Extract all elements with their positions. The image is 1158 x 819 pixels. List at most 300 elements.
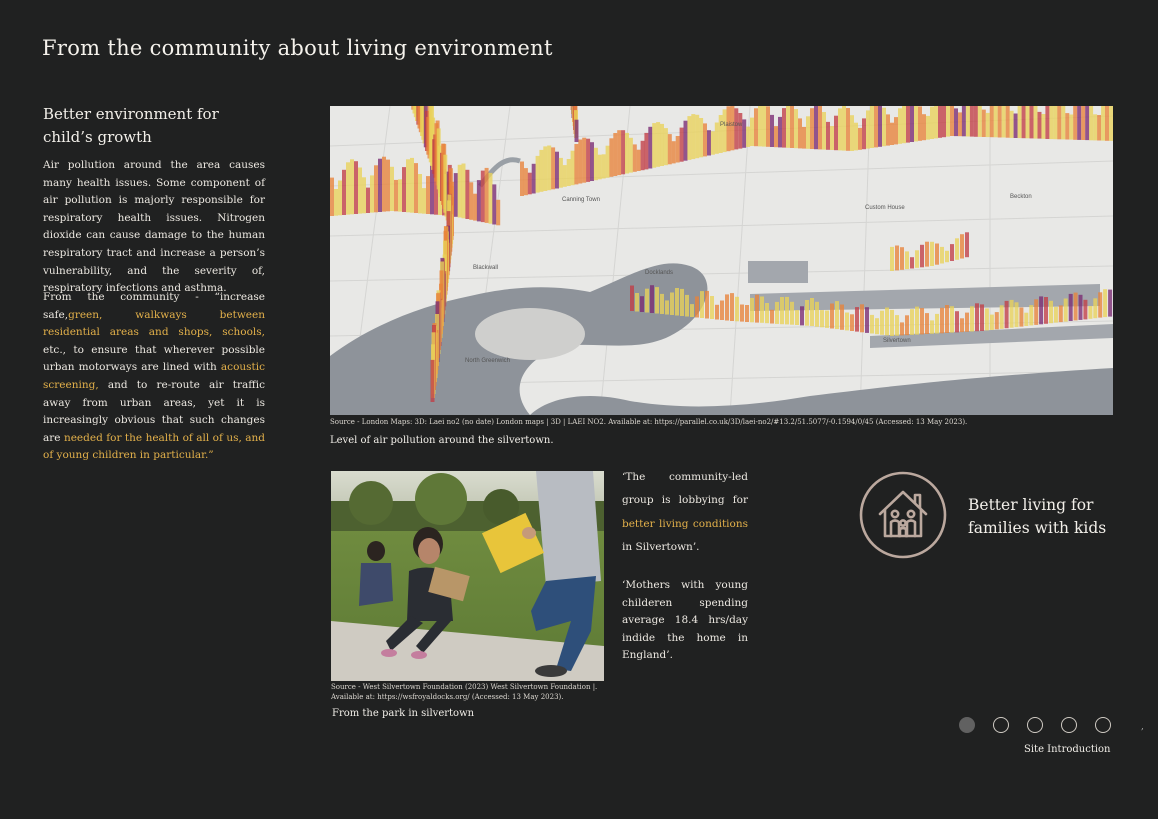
pollution-bar xyxy=(715,305,719,320)
pollution-bar xyxy=(582,138,586,183)
pollution-bar xyxy=(578,140,582,184)
pollution-bar xyxy=(735,297,739,322)
pollution-bar xyxy=(1034,299,1038,325)
pollution-bar xyxy=(750,118,754,146)
pollution-bar xyxy=(330,178,334,216)
pollution-bar xyxy=(685,295,689,317)
pollution-bar xyxy=(880,311,884,335)
pollution-bar xyxy=(1015,302,1019,327)
pollution-bar xyxy=(898,108,902,144)
pollution-bar xyxy=(745,305,749,322)
pollution-bar xyxy=(970,306,974,331)
pollution-bar xyxy=(390,167,394,211)
pollution-bar xyxy=(810,108,814,149)
pollution-bar xyxy=(410,158,414,213)
pollution-bar xyxy=(675,288,679,316)
pollution-bar xyxy=(900,322,904,335)
section-heading: Better environment for child’s growth xyxy=(43,105,219,146)
pollution-bar xyxy=(710,296,714,319)
pollution-bar xyxy=(1108,290,1112,317)
pollution-bar xyxy=(740,305,744,322)
pollution-bar xyxy=(547,146,551,191)
pollution-bar xyxy=(536,156,540,193)
pollution-bar xyxy=(795,310,799,325)
pollution-bar xyxy=(602,154,606,178)
pollution-bar xyxy=(810,298,814,326)
pollution-bar xyxy=(826,122,830,150)
pollution-bar xyxy=(485,168,489,223)
pollution-bar xyxy=(539,150,543,192)
pollution-bar xyxy=(1010,300,1014,328)
park-photo xyxy=(331,471,604,681)
pollution-bar xyxy=(1085,106,1089,140)
pollution-bar xyxy=(695,115,699,158)
pollution-bar xyxy=(1073,106,1077,140)
pollution-bar xyxy=(754,108,758,146)
pollution-bar xyxy=(338,181,342,216)
pollution-bar xyxy=(982,110,986,137)
pollution-bar xyxy=(838,108,842,150)
pollution-bar xyxy=(870,315,874,334)
pollution-bar xyxy=(454,173,458,217)
text-span: ‘The community-led group is lobbying for xyxy=(622,471,748,507)
page-dot-1[interactable] xyxy=(959,717,975,733)
pollution-bar xyxy=(942,106,946,137)
pollution-bar xyxy=(842,106,846,151)
pollution-bar xyxy=(469,182,473,220)
pollution-bar xyxy=(725,294,729,320)
pollution-bar xyxy=(762,106,766,147)
pollution-bar xyxy=(934,106,938,138)
pollution-bar xyxy=(846,108,850,151)
pollution-bar xyxy=(630,286,634,312)
pollution-bar xyxy=(945,251,949,262)
pollution-bar xyxy=(1089,106,1093,140)
pollution-bar xyxy=(563,165,567,187)
page-dot-4[interactable] xyxy=(1061,717,1077,733)
pollution-bar xyxy=(1049,301,1053,323)
corner-mark: , xyxy=(1141,722,1144,732)
pollution-bar xyxy=(695,296,699,317)
pollution-bar xyxy=(1093,114,1097,140)
photo-source-line: Available at: https://wsfroyaldocks.org/ (Accessed: 13 May 2023). xyxy=(331,692,564,701)
pollution-bar xyxy=(822,112,826,150)
pollution-bar xyxy=(1030,106,1034,138)
pollution-bar xyxy=(723,109,727,152)
pollution-bar xyxy=(543,146,547,191)
text-span: in Silvertown’. xyxy=(622,540,700,553)
text-span: and to re-route air traffic away from urban areas, yet it is increasingly obvious that such changes are xyxy=(43,378,265,444)
pollution-bar xyxy=(935,244,939,265)
map-place-label: Docklands xyxy=(645,270,674,276)
pollution-bar xyxy=(1038,112,1042,139)
pollution-bar xyxy=(625,133,629,174)
pollution-bar xyxy=(1093,298,1097,318)
map-source: Source - London Maps: 3D: Laei no2 (no date) London maps | 3D | LAEI NO2. Available at: https://parallel.co.uk/3D/laei-no2/#13.2/51.5077/-0.1594/0/45 (Accessed: 13 May 2023). xyxy=(330,418,968,426)
pollution-bar xyxy=(986,113,990,137)
pollution-bar xyxy=(711,131,715,154)
map-place-label: North Greenwich xyxy=(465,358,511,364)
pollution-bar xyxy=(617,130,621,175)
pollution-bar xyxy=(1049,106,1053,139)
pollution-bar xyxy=(866,110,870,148)
pollution-bar xyxy=(845,313,849,331)
pollution-bar xyxy=(644,133,648,170)
pollution-bar xyxy=(910,106,914,142)
pollution-bar xyxy=(850,314,854,331)
pollution-bar xyxy=(656,122,660,167)
pollution-bar xyxy=(906,106,910,143)
pollution-bar xyxy=(386,160,390,212)
pollution-bar xyxy=(746,127,750,147)
pollution-bar xyxy=(890,123,894,145)
highlight-text: green, walkways between residential areas and shops, schools, xyxy=(43,308,265,339)
pollution-bar xyxy=(650,285,654,313)
pollution-bar xyxy=(334,189,338,216)
pollution-bar xyxy=(990,315,994,330)
pollution-bar xyxy=(994,106,998,137)
pollution-bar xyxy=(815,302,819,327)
pollution-bar xyxy=(613,133,617,176)
pollution-bar xyxy=(621,130,625,174)
pollution-bar xyxy=(590,142,594,181)
pollution-bar xyxy=(890,247,894,271)
pollution-bar xyxy=(774,126,778,147)
pollution-bar xyxy=(940,247,944,264)
pollution-bar xyxy=(374,165,378,212)
pollution-bar xyxy=(489,173,493,224)
pollution-bar xyxy=(458,165,462,218)
pollution-bar xyxy=(1069,115,1073,140)
pollution-bar xyxy=(930,242,934,266)
pollution-bar xyxy=(1002,106,1006,138)
pollution-bar xyxy=(637,150,641,171)
pollution-bar xyxy=(676,136,680,163)
page-dot-2[interactable] xyxy=(993,717,1009,733)
pollution-bar xyxy=(830,126,834,150)
pollution-bar xyxy=(640,296,644,312)
pollution-bar xyxy=(806,116,810,149)
pollution-bar xyxy=(660,294,664,314)
pollution-bar xyxy=(985,308,989,330)
pollution-bar xyxy=(1105,106,1109,141)
pollution-bar xyxy=(782,108,786,148)
pollution-bar xyxy=(785,297,789,325)
pollution-bar xyxy=(1010,111,1014,138)
pollution-bar xyxy=(660,124,664,166)
pollution-bar xyxy=(598,155,602,180)
pollution-bar xyxy=(760,297,764,323)
pollution-bar xyxy=(734,108,738,149)
pollution-bar xyxy=(886,114,890,145)
pollution-bar xyxy=(974,106,978,137)
pollution-bar xyxy=(794,109,798,148)
pollution-bar xyxy=(473,194,477,221)
pollution-bar xyxy=(354,161,358,214)
pollution-bar xyxy=(960,234,964,258)
pollution-bar xyxy=(1101,106,1105,141)
pollution-bar xyxy=(575,120,579,142)
pollution-bar xyxy=(1029,305,1033,325)
pollution-bar xyxy=(946,106,950,137)
map-place-label: Silvertown xyxy=(883,338,911,344)
pollution-bar xyxy=(574,144,578,184)
pollution-bar xyxy=(1061,106,1065,139)
pollution-bar xyxy=(902,106,906,143)
pollution-bar xyxy=(786,106,790,148)
pollution-bar xyxy=(571,151,575,186)
pollution-bar xyxy=(1069,294,1073,321)
pollution-bar xyxy=(790,302,794,325)
photo-source-line: Source - West Silvertown Foundation (2023) West Silvertown Foundation |. xyxy=(331,683,598,691)
pollution-bar xyxy=(775,302,779,324)
pollution-bar xyxy=(922,114,926,140)
pollution-bar xyxy=(920,245,924,267)
photo-source xyxy=(331,683,631,702)
pollution-bar xyxy=(990,106,994,137)
pollution-bar xyxy=(555,152,559,189)
pollution-bar xyxy=(680,289,684,316)
pollution-bar xyxy=(878,106,882,147)
pollution-bar xyxy=(915,250,919,267)
pollution-bar xyxy=(960,318,964,332)
family-heading: Better living for families with kids xyxy=(968,496,1107,537)
pollution-bar xyxy=(770,115,774,147)
pollution-bar xyxy=(1024,313,1028,326)
highlight-text: needed for the health of all of us, and of young children in particular.” xyxy=(43,431,265,462)
pollution-bar xyxy=(426,176,430,214)
pollution-bar xyxy=(1077,106,1081,140)
pollution-bar xyxy=(1014,114,1018,139)
pollution-paragraph: Air pollution around the area causes many health issues. Some component of air pollution is majorly responsible for respiratory health issues. Nitrogen dioxide can cause damage to the human respiratory tract and increase a person’s vulnerability, and the severity of, respiratory infections and asthma. xyxy=(43,159,265,295)
pollution-bar xyxy=(798,118,802,148)
pollution-bar xyxy=(520,162,524,197)
pollution-bar xyxy=(918,106,922,140)
pollution-bar xyxy=(672,141,676,163)
pollution-bar xyxy=(668,134,672,164)
pollution-bar xyxy=(350,159,354,214)
pollution-bar xyxy=(609,138,613,177)
pollution-bar xyxy=(1059,305,1063,322)
pollution-bar xyxy=(670,293,674,316)
pollution-bar xyxy=(684,121,688,161)
pollution-bar xyxy=(1022,106,1026,138)
pollution-bar xyxy=(481,171,485,223)
pollution-bar xyxy=(958,112,962,136)
pollution-bar xyxy=(422,188,426,214)
pollution-bar xyxy=(1098,292,1102,317)
pollution-bar xyxy=(894,117,898,144)
pollution-bar xyxy=(975,303,979,331)
pollution-bar xyxy=(758,106,762,146)
pollution-bar xyxy=(962,106,966,136)
pollution-bar xyxy=(738,113,742,149)
pollution-bar xyxy=(665,300,669,314)
pollution-bar xyxy=(874,106,878,147)
pollution-bar xyxy=(629,138,633,173)
pollution-bar xyxy=(1041,114,1045,139)
pollution-bar xyxy=(1026,106,1030,138)
pollution-bar xyxy=(870,106,874,148)
pollution-bar xyxy=(834,116,838,151)
pollution-bar xyxy=(970,106,974,137)
pollution-bar xyxy=(780,297,784,324)
map-place-label: Custom House xyxy=(865,205,905,211)
text-span: From the community - “increase safe, xyxy=(43,291,265,321)
pollution-bar xyxy=(930,107,934,139)
pollution-bar xyxy=(766,106,770,147)
pollution-bar xyxy=(955,238,959,259)
pollution-bar xyxy=(1019,308,1023,327)
pollution-bar xyxy=(865,307,869,333)
pollution-bar xyxy=(1039,296,1043,324)
pollution-bar xyxy=(875,318,879,334)
pollution-bar xyxy=(778,117,782,147)
pollution-bar xyxy=(492,184,496,224)
pollution-bar xyxy=(532,164,536,194)
pollution-bar xyxy=(818,106,822,149)
pollution-bar xyxy=(895,315,899,336)
pollution-bar xyxy=(691,114,695,159)
pollution-bar xyxy=(930,320,934,333)
pollution-bar xyxy=(641,141,645,170)
pollution-bar xyxy=(914,106,918,141)
pollution-bar xyxy=(1034,106,1038,139)
pollution-bar xyxy=(370,175,374,212)
pollution-bar xyxy=(966,106,970,137)
pollution-bar xyxy=(1079,295,1083,320)
pollution-bar xyxy=(835,301,839,329)
pollution-bar xyxy=(1065,113,1069,139)
pollution-bar xyxy=(648,127,652,169)
pollution-bar xyxy=(346,162,350,214)
pollution-bar xyxy=(586,139,590,182)
pollution-bar xyxy=(1005,301,1009,328)
pollution-bar xyxy=(690,304,694,317)
pollution-bar xyxy=(394,180,398,211)
pollution-bar xyxy=(910,257,914,268)
text-span: etc., to ensure that wherever possible urban motorways are lined with xyxy=(43,343,265,374)
pollution-bar xyxy=(1097,115,1101,141)
pollution-bar xyxy=(719,115,723,153)
highlight-text: acoustic screening, xyxy=(43,361,265,391)
pollution-bar xyxy=(362,177,366,213)
pollution-bar xyxy=(926,116,930,140)
pollution-bar xyxy=(905,315,909,335)
pollution-bar xyxy=(850,115,854,151)
pollution-bar xyxy=(858,128,862,150)
pollution-bar xyxy=(820,310,824,327)
page-dot-3[interactable] xyxy=(1027,717,1043,733)
pollution-bar xyxy=(477,180,481,221)
pollution-bar xyxy=(398,179,402,211)
pollution-bar xyxy=(528,173,532,195)
pollution-map xyxy=(330,106,1113,415)
pollution-bar xyxy=(703,123,707,156)
pollution-bar xyxy=(915,307,919,335)
pollution-bar xyxy=(720,301,724,321)
pollution-bar xyxy=(559,158,563,188)
pollution-bar xyxy=(945,305,949,333)
pollution-bar xyxy=(1083,300,1087,320)
pollution-bar xyxy=(800,306,804,325)
pollution-bar xyxy=(1018,106,1022,138)
mothers-quote: ‘Mothers with young childeren spending average 18.4 hrs/day indide the home in England’. xyxy=(622,579,748,662)
map-place-label: Beckton xyxy=(1010,194,1032,200)
pollution-bar xyxy=(358,168,362,214)
pollution-bar xyxy=(705,291,709,319)
pollution-bar xyxy=(431,360,435,402)
pollution-bar xyxy=(1081,106,1085,140)
pollution-bar xyxy=(1057,106,1061,139)
pollution-bar xyxy=(895,246,899,271)
pollution-bar xyxy=(687,116,691,160)
pollution-bar xyxy=(840,305,844,330)
pollution-bar xyxy=(1045,106,1049,139)
pollution-bar xyxy=(998,106,1002,138)
pollution-bar xyxy=(750,298,754,322)
photo-caption: From the park in silvertown xyxy=(332,708,475,719)
pollution-bar xyxy=(730,293,734,321)
pollution-bar xyxy=(1109,106,1113,141)
pollution-bar xyxy=(664,128,668,165)
pollution-bar xyxy=(1054,307,1058,323)
pollution-bar xyxy=(755,295,759,323)
pollution-bar xyxy=(1006,106,1010,138)
pollution-bar xyxy=(524,168,528,195)
pollution-bar xyxy=(496,200,500,226)
page-dot-5[interactable] xyxy=(1095,717,1111,733)
community-paragraph xyxy=(43,289,265,465)
pollution-bar xyxy=(727,106,731,151)
pollution-bar xyxy=(860,304,864,332)
pollution-bar xyxy=(699,118,703,157)
pollution-bar xyxy=(855,307,859,332)
pollution-bar xyxy=(1064,299,1068,322)
pollution-bar xyxy=(418,174,422,213)
pollution-bar xyxy=(1103,289,1107,317)
pollution-bar xyxy=(645,289,649,313)
pollution-bar xyxy=(954,108,958,136)
pollution-bar xyxy=(980,304,984,331)
pollution-bar xyxy=(950,244,954,261)
pollution-bar xyxy=(1074,293,1078,321)
pollution-bar xyxy=(920,308,924,334)
pollution-bar xyxy=(825,311,829,328)
pollution-bar xyxy=(938,106,942,138)
pollution-bar xyxy=(342,170,346,215)
lobbying-quote xyxy=(622,466,748,559)
pollution-bar xyxy=(890,310,894,336)
pollution-bar xyxy=(925,242,929,267)
pollution-bar xyxy=(862,118,866,149)
page-title: From the community about living environment xyxy=(42,36,553,60)
pollution-bar xyxy=(905,251,909,269)
page-label: Site Introduction xyxy=(1024,744,1111,755)
pollution-bar xyxy=(900,247,904,270)
pollution-bar xyxy=(1053,106,1057,139)
pollution-bar xyxy=(1000,305,1004,329)
pollution-bar xyxy=(366,188,370,213)
pollution-bar xyxy=(955,311,959,332)
pollution-bar xyxy=(854,123,858,151)
pollution-bar xyxy=(378,159,382,212)
pollution-bar xyxy=(814,106,818,149)
pollution-bar xyxy=(606,146,610,178)
pollution-bar xyxy=(805,300,809,326)
pollution-bar xyxy=(770,310,774,324)
pollution-bar xyxy=(995,312,999,329)
